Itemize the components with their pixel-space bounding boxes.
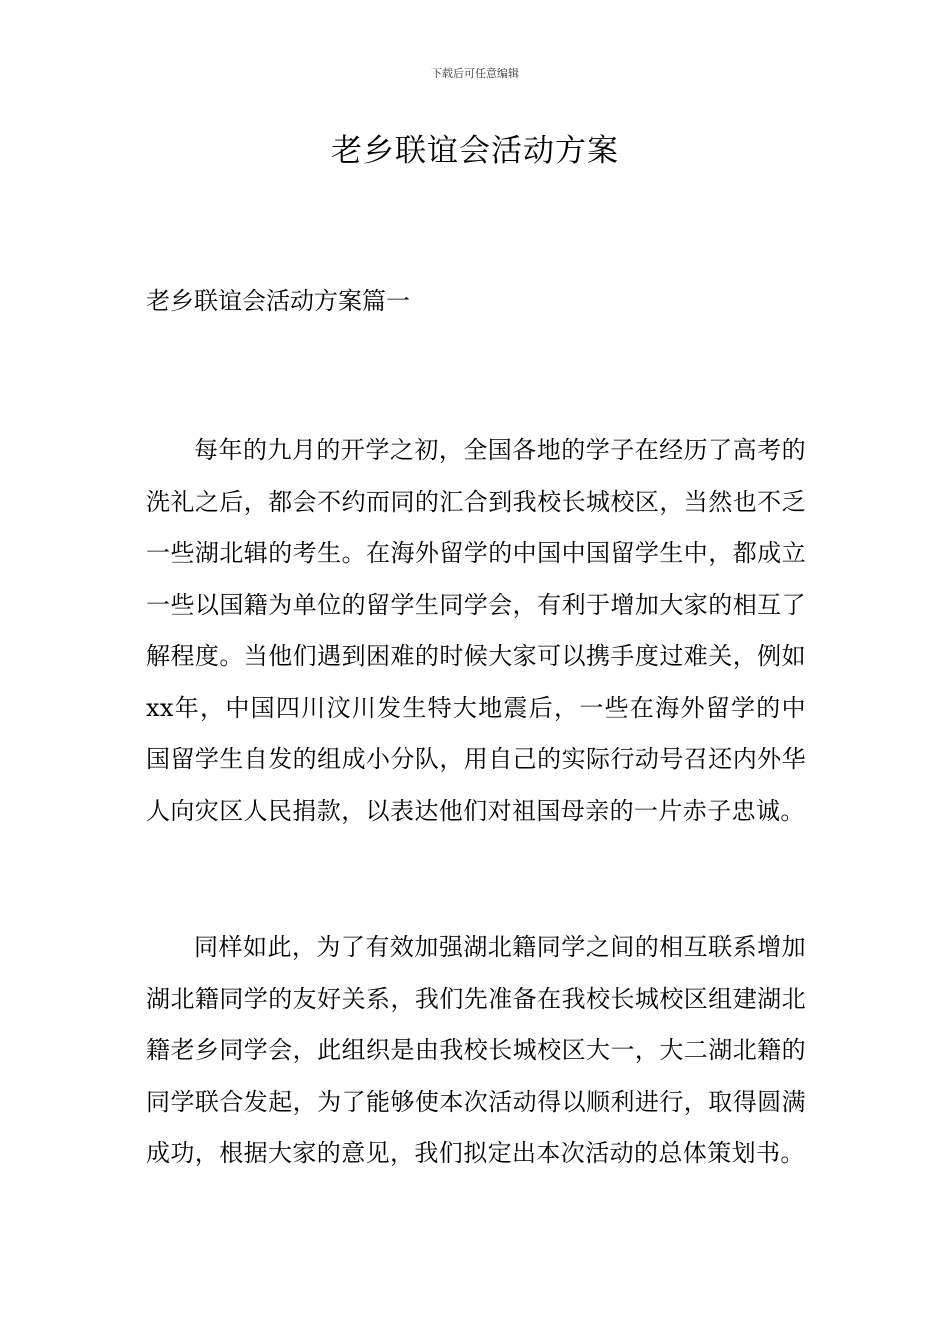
header-note: 下载后可任意编辑 [431,67,519,80]
body-paragraph: 同样如此，为了有效加强湖北籍同学之间的相互联系增加湖北籍同学的友好关系，我们先准备在我校长城校区组建湖北籍老乡同学会，此组织是由我校长城校区大一，大二湖北籍的同学联合发起，为了能够使本次活动得以顺利进行，取得圆满成功，根据大家的意见，我们拟定出本次活动的总体策划书。 [146,933,806,1167]
body-paragraph: 每年的九月的开学之初，全国各地的学子在经历了高考的洗礼之后，都会不约而同的汇合到我校长城校区，当然也不乏一些湖北辑的考生。在海外留学的中国中国留学生中，都成立一些以国籍为单位的留学生同学会，有利于增加大家的相互了解程度。当他们遇到困难的时候大家可以携手度过难关，例如xx年，中国四川汶川发生特大地震后，一些在海外留学的中国留学生自发的组成小分队，用自己的实际行动号召还内外华人向灾区人民捐款，以表达他们对祖国母亲的一片赤子忠诚。 [146,436,806,825]
section-heading: 老乡联谊会活动方案篇一 [146,287,410,315]
document-title: 老乡联谊会活动方案 [331,133,619,169]
